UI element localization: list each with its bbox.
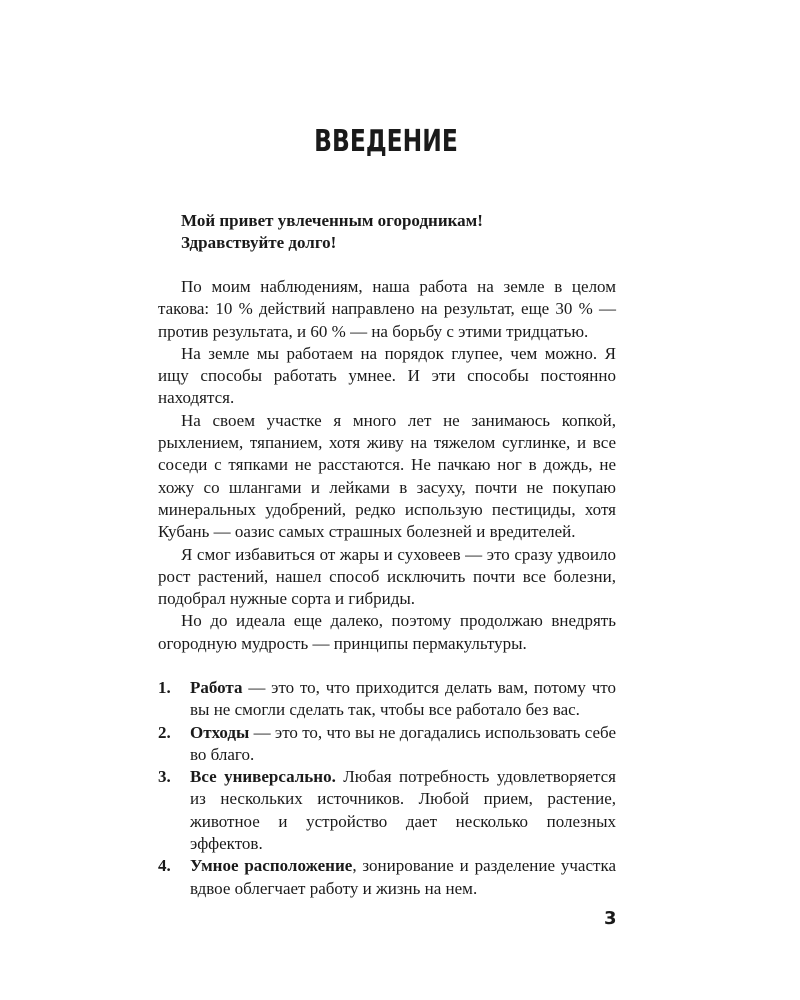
body-text — [158, 276, 616, 655]
list-number: 3. — [158, 767, 171, 787]
paragraph: На своем участке я много лет не занимаюсь копкой, рыхлением, тяпанием, хотя живу на тяжелом суглинке, и все соседи с тяпками не расстаются. Не пачкаю ног в дождь, не хожу со шлангами и лейками в засуху, почти не покупаю минеральных удобрений, редко использую пестициды, хотя Кубань — оазис самых страшных болезней и вредителей. — [158, 410, 616, 542]
paragraph: На земле мы работаем на порядок глупее, чем можно. Я ищу способы работать умнее. И эти способы постоянно находятся. — [158, 343, 616, 408]
paragraph: Но до идеала еще далеко, поэтому продолжаю внедрять огородную мудрость — принципы пермакультуры. — [158, 611, 616, 653]
list-item — [158, 855, 616, 900]
principle-term: Работа — [190, 678, 243, 697]
chapter-title: ВВЕДЕНИЕ — [314, 124, 458, 159]
principles-list — [158, 677, 616, 900]
principle-term: Все универсально. — [190, 767, 336, 787]
paragraph: По моим наблюдениям, наша работа на земле в целом такова: 10 % действий направлено на результат, еще 30 % — против результата, и 60 % — на борьбу с этими тридцатью. — [158, 277, 616, 341]
list-item — [158, 677, 616, 722]
principle-text: — это то, что приходится делать вам, потому что вы не смогли сделать так, чтобы все работало без вас. — [190, 678, 616, 720]
list-number: 4. — [158, 856, 171, 876]
principle-term: Умное расположение — [190, 856, 353, 876]
list-item — [158, 722, 616, 767]
principle-text: , зонирование и разделение участка вдвое облегчает работу и жизнь на нем. — [190, 856, 616, 898]
paragraph: Я смог избавиться от жары и суховеев — это сразу удвоило рост растений, нашел способ исключить почти все болезни, подобрал нужные сорта и гибриды. — [158, 544, 616, 609]
list-item — [158, 766, 616, 855]
greeting-line: Мой привет увлеченным огородникам! — [181, 211, 483, 230]
list-number: 2. — [158, 722, 171, 742]
greeting — [158, 210, 616, 255]
principle-term: Отходы — [190, 722, 250, 742]
principle-text: Любая потребность удовлетворяется из нескольких источников. Любой прием, растение, животное и устройство дает несколько полезных эффектов. — [190, 767, 616, 854]
page-number: 3 — [604, 908, 617, 929]
principle-text: — это то, что вы не догадались использовать себе во благо. — [190, 722, 616, 764]
greeting-line: Здравствуйте долго! — [181, 233, 337, 253]
list-number: 1. — [158, 678, 171, 697]
